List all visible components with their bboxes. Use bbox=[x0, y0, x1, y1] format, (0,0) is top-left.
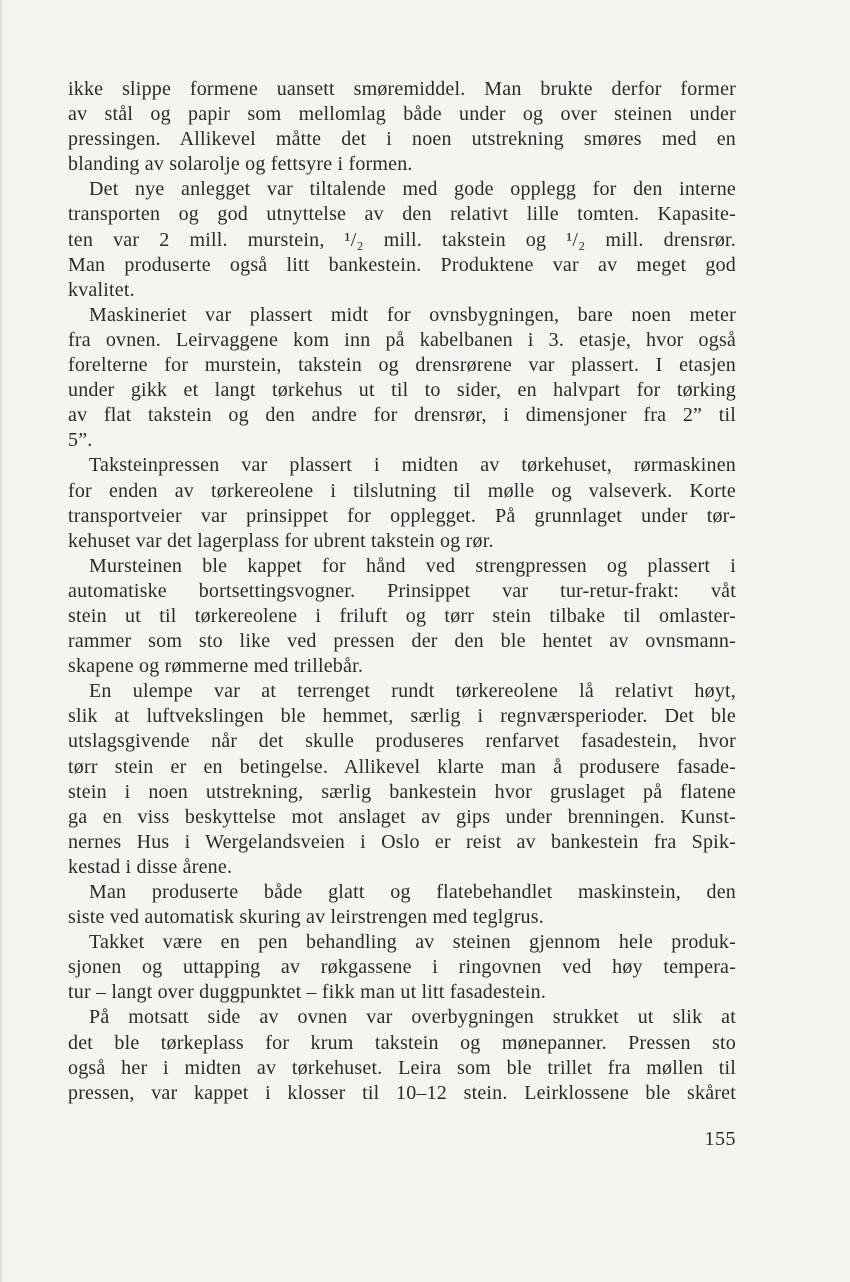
text-line: tur – langt over duggpunktet – fikk man ut litt fasadestein. bbox=[68, 981, 547, 1004]
text-line: utslagsgivende når det skulle produseres renfarvet fasadestein, hvor bbox=[68, 730, 736, 753]
text-line: slik at luftvekslingen ble hemmet, særlig i regnværsperioder. Det ble bbox=[68, 705, 736, 728]
text-line: transportveier var prinsippet for opplegget. På grunnlaget under tør- bbox=[68, 504, 736, 527]
text-line: det ble tørkeplass for krum takstein og mønepanner. Pressen sto bbox=[68, 1031, 736, 1054]
text-line: tørr stein er en betingelse. Allikevel klarte man å produsere fasade- bbox=[68, 755, 736, 778]
text-line: Mursteinen ble kappet for hånd ved strengpressen og plassert i bbox=[89, 554, 736, 577]
text-line: ga en viss beskyttelse mot anslaget av gips under brenningen. Kunst- bbox=[68, 805, 736, 828]
text-line: kehuset var det lagerplass for ubrent takstein og rør. bbox=[68, 529, 494, 552]
text-line: forelterne for murstein, takstein og drensrørene var plassert. I etasjen bbox=[68, 354, 736, 377]
text-line: også her i midten av tørkehuset. Leira som ble trillet fra møllen til bbox=[68, 1056, 736, 1079]
text-line: skapene og rømmerne med trillebår. bbox=[68, 655, 364, 678]
text-line: pressingen. Allikevel måtte det i noen utstrekning smøres med en bbox=[68, 128, 736, 151]
text-line: rammer som sto like ved pressen der den ble hentet av ovnsmann- bbox=[68, 630, 736, 653]
text-line: blanding av solarolje og fettsyre i formen. bbox=[68, 153, 413, 176]
text-line: transporten og god utnyttelse av den relativt lille tomten. Kapasite- bbox=[68, 203, 736, 226]
text-line: Man produserte også litt bankestein. Produktene var av meget god bbox=[68, 253, 736, 276]
text-line: sjonen og uttapping av røkgassene i ringovnen ved høy tempera- bbox=[68, 956, 736, 979]
text-line: av flat takstein og den andre for drensrør, i dimensjoner fra 2” til bbox=[68, 404, 736, 427]
text-line: siste ved automatisk skuring av leirstrengen med teglgrus. bbox=[68, 906, 544, 929]
text-line: Maskineriet var plassert midt for ovnsbygningen, bare noen meter bbox=[89, 303, 736, 326]
text-line: Taksteinpressen var plassert i midten av tørkehuset, rørmaskinen bbox=[89, 454, 736, 477]
scan-edge-shadow bbox=[0, 0, 3, 1282]
text-line: En ulempe var at terrenget rundt tørkereolene lå relativt høyt, bbox=[89, 680, 736, 703]
page-text bbox=[68, 77, 736, 1106]
text-line: av stål og papir som mellomlag både under og over steinen under bbox=[68, 103, 736, 126]
text-line: stein ut til tørkereolene i friluft og tørr stein tilbake til omlaster- bbox=[68, 604, 736, 627]
text-line: stein i noen utstrekning, særlig bankestein hvor gruslaget på flatene bbox=[68, 780, 736, 803]
text-line: ikke slippe formene uansett smøremiddel. Man brukte derfor former bbox=[68, 78, 736, 100]
text-line: ten var 2 mill. murstein, ¹/₂ mill. takstein og ¹/₂ mill. drensrør. bbox=[68, 228, 736, 251]
text-line: for enden av tørkereolene i tilslutning til mølle og valseverk. Korte bbox=[68, 479, 736, 502]
text-line: kestad i disse årene. bbox=[68, 855, 233, 878]
text-line: På motsatt side av ovnen var overbygningen strukket ut slik at bbox=[89, 1006, 736, 1029]
text-line: pressen, var kappet i klosser til 10–12 stein. Leirklossene ble skåret bbox=[68, 1081, 736, 1104]
text-line: fra ovnen. Leirvaggene kom inn på kabelbanen i 3. etasje, hvor også bbox=[68, 328, 736, 351]
text-line: kvalitet. bbox=[68, 278, 135, 301]
text-line: under gikk et langt tørkehus ut til to sider, en halvpart for tørking bbox=[68, 379, 736, 402]
text-line: automatiske bortsettingsvogner. Prinsippet var tur-retur-frakt: våt bbox=[68, 579, 736, 602]
text-line: Takket være en pen behandling av steinen gjennom hele produk- bbox=[89, 931, 736, 954]
text-line: Man produserte både glatt og flatebehandlet maskinstein, den bbox=[89, 881, 736, 903]
text-line: nernes Hus i Wergelandsveien i Oslo er reist av bankestein fra Spik- bbox=[68, 830, 736, 853]
text-line: Det nye anlegget var tiltalende med gode opplegg for den interne bbox=[89, 178, 736, 201]
text-line: 5”. bbox=[68, 429, 93, 452]
page-number: 155 bbox=[704, 1128, 736, 1150]
